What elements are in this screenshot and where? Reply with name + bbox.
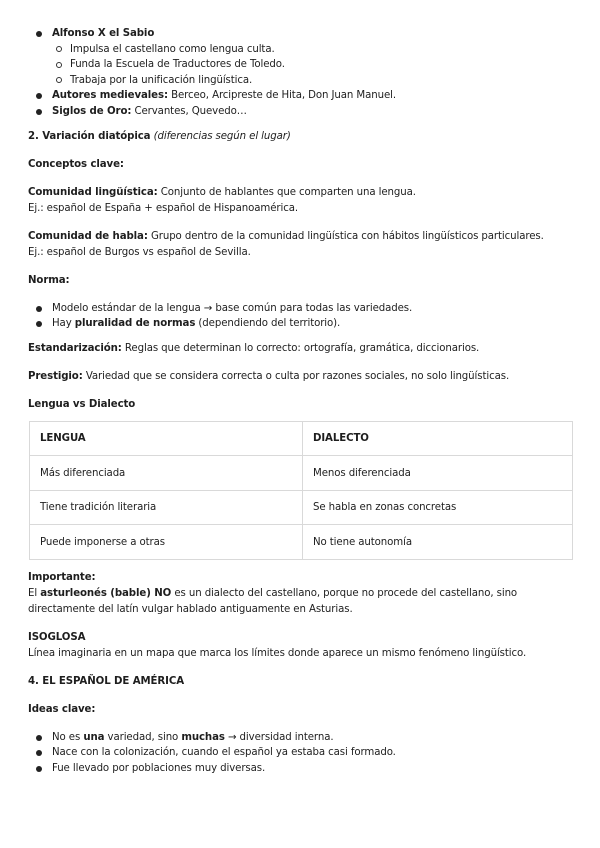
comunidad-linguistica-example: Ej.: español de España + español de Hispanoamérica.	[28, 202, 299, 214]
importante-text	[28, 586, 574, 602]
comunidad-habla-def	[28, 229, 574, 245]
term-text: Conjunto de hablantes que comparten una lengua.	[157, 186, 416, 198]
comunidad-habla-example: Ej.: español de Burgos vs español de Sevilla.	[28, 246, 251, 258]
list-item: Funda la Escuela de Traductores de Toledo.	[28, 57, 574, 73]
ideas-clave-heading: Ideas clave:	[28, 703, 96, 715]
conceptos-heading: Conceptos clave:	[28, 158, 124, 170]
table-cell: Se habla en zonas concretas	[303, 490, 573, 525]
bold-span: muchas	[181, 731, 225, 743]
ideas-list	[28, 730, 574, 777]
isoglosa-heading: ISOGLOSA	[28, 631, 86, 643]
list-item	[28, 316, 574, 332]
term-label: Estandarización:	[28, 342, 122, 354]
text-span: Hay	[52, 318, 75, 330]
section4-title: 4. EL ESPAÑOL DE AMÉRICA	[28, 675, 184, 687]
autores-text: Berceo, Arcipreste de Hita, Don Juan Manuel.	[167, 90, 396, 102]
list-item	[28, 26, 574, 42]
text-span: → diversidad interna.	[224, 731, 334, 743]
section2-subtitle: (diferencias según el lugar)	[153, 130, 291, 142]
list-item: Nace con la colonización, cuando el español ya estaba casi formado.	[28, 745, 574, 761]
term-text: Variedad que se considera correcta o culta por razones sociales, no solo lingüísticas.	[82, 370, 510, 382]
table-cell: Tiene tradición literaria	[30, 490, 303, 525]
lengua-dialecto-table	[29, 421, 573, 560]
table-cell: Más diferenciada	[30, 456, 303, 491]
autores-label: Autores medievales:	[52, 90, 168, 102]
estandarizacion-def	[28, 341, 574, 357]
section2-heading	[28, 129, 574, 145]
table-row	[30, 456, 573, 491]
table-cell: No tiene autonomía	[303, 525, 573, 560]
siglos-text: Cervantes, Quevedo…	[131, 105, 247, 117]
term-label: Prestigio:	[28, 370, 83, 382]
isoglosa-text: Línea imaginaria en un mapa que marca los límites donde aparece un mismo fenómeno lingüístico.	[28, 647, 527, 659]
norma-list	[28, 301, 574, 332]
historia-list	[28, 26, 574, 42]
text-span: No es	[52, 731, 84, 743]
text-span: variedad, sino	[104, 731, 182, 743]
comunidad-linguistica-def	[28, 185, 574, 201]
alfonso-sublist	[28, 42, 574, 89]
table-header-cell: DIALECTO	[303, 421, 573, 456]
table-row	[30, 525, 573, 560]
list-item: Impulsa el castellano como lengua culta.	[28, 42, 574, 58]
term-text: Grupo dentro de la comunidad lingüística con hábitos lingüísticos particulares.	[147, 230, 544, 242]
list-item	[28, 730, 574, 746]
document-page	[28, 26, 574, 777]
importante-heading: Importante:	[28, 571, 96, 583]
term-label: Comunidad de habla:	[28, 230, 148, 242]
lengua-vs-dialecto-heading: Lengua vs Dialecto	[28, 398, 136, 410]
autores-list	[28, 88, 574, 119]
term-label: Comunidad lingüística:	[28, 186, 158, 198]
table-row	[30, 490, 573, 525]
table-cell: Menos diferenciada	[303, 456, 573, 491]
list-item	[28, 88, 574, 104]
siglos-label: Siglos de Oro:	[52, 105, 132, 117]
table-header-cell: LENGUA	[30, 421, 303, 456]
bold-span: pluralidad de normas	[74, 318, 196, 330]
alfonso-label: Alfonso X el Sabio	[52, 28, 155, 39]
list-item: Fue llevado por poblaciones muy diversas.	[28, 761, 574, 777]
bold-span: una	[83, 731, 105, 743]
list-item: Trabaja por la unificación lingüística.	[28, 73, 574, 89]
text-span: El	[28, 587, 41, 599]
list-item	[28, 104, 574, 120]
section2-title: 2. Variación diatópica	[28, 130, 151, 142]
list-item: Modelo estándar de la lengua → base común para todas las variedades.	[28, 301, 574, 317]
text-span: (dependiendo del territorio).	[195, 318, 341, 330]
table-header-row	[30, 421, 573, 456]
text-span: es un dialecto del castellano, porque no procede del castellano, sino	[171, 587, 518, 599]
term-text: Reglas que determinan lo correcto: ortografía, gramática, diccionarios.	[121, 342, 480, 354]
table-cell: Puede imponerse a otras	[30, 525, 303, 560]
prestigio-def	[28, 369, 574, 385]
importante-text-line2: directamente del latín vulgar hablado antiguamente en Asturias.	[28, 603, 353, 615]
norma-heading: Norma:	[28, 274, 70, 286]
bold-span: asturleonés (bable) NO	[40, 587, 172, 599]
